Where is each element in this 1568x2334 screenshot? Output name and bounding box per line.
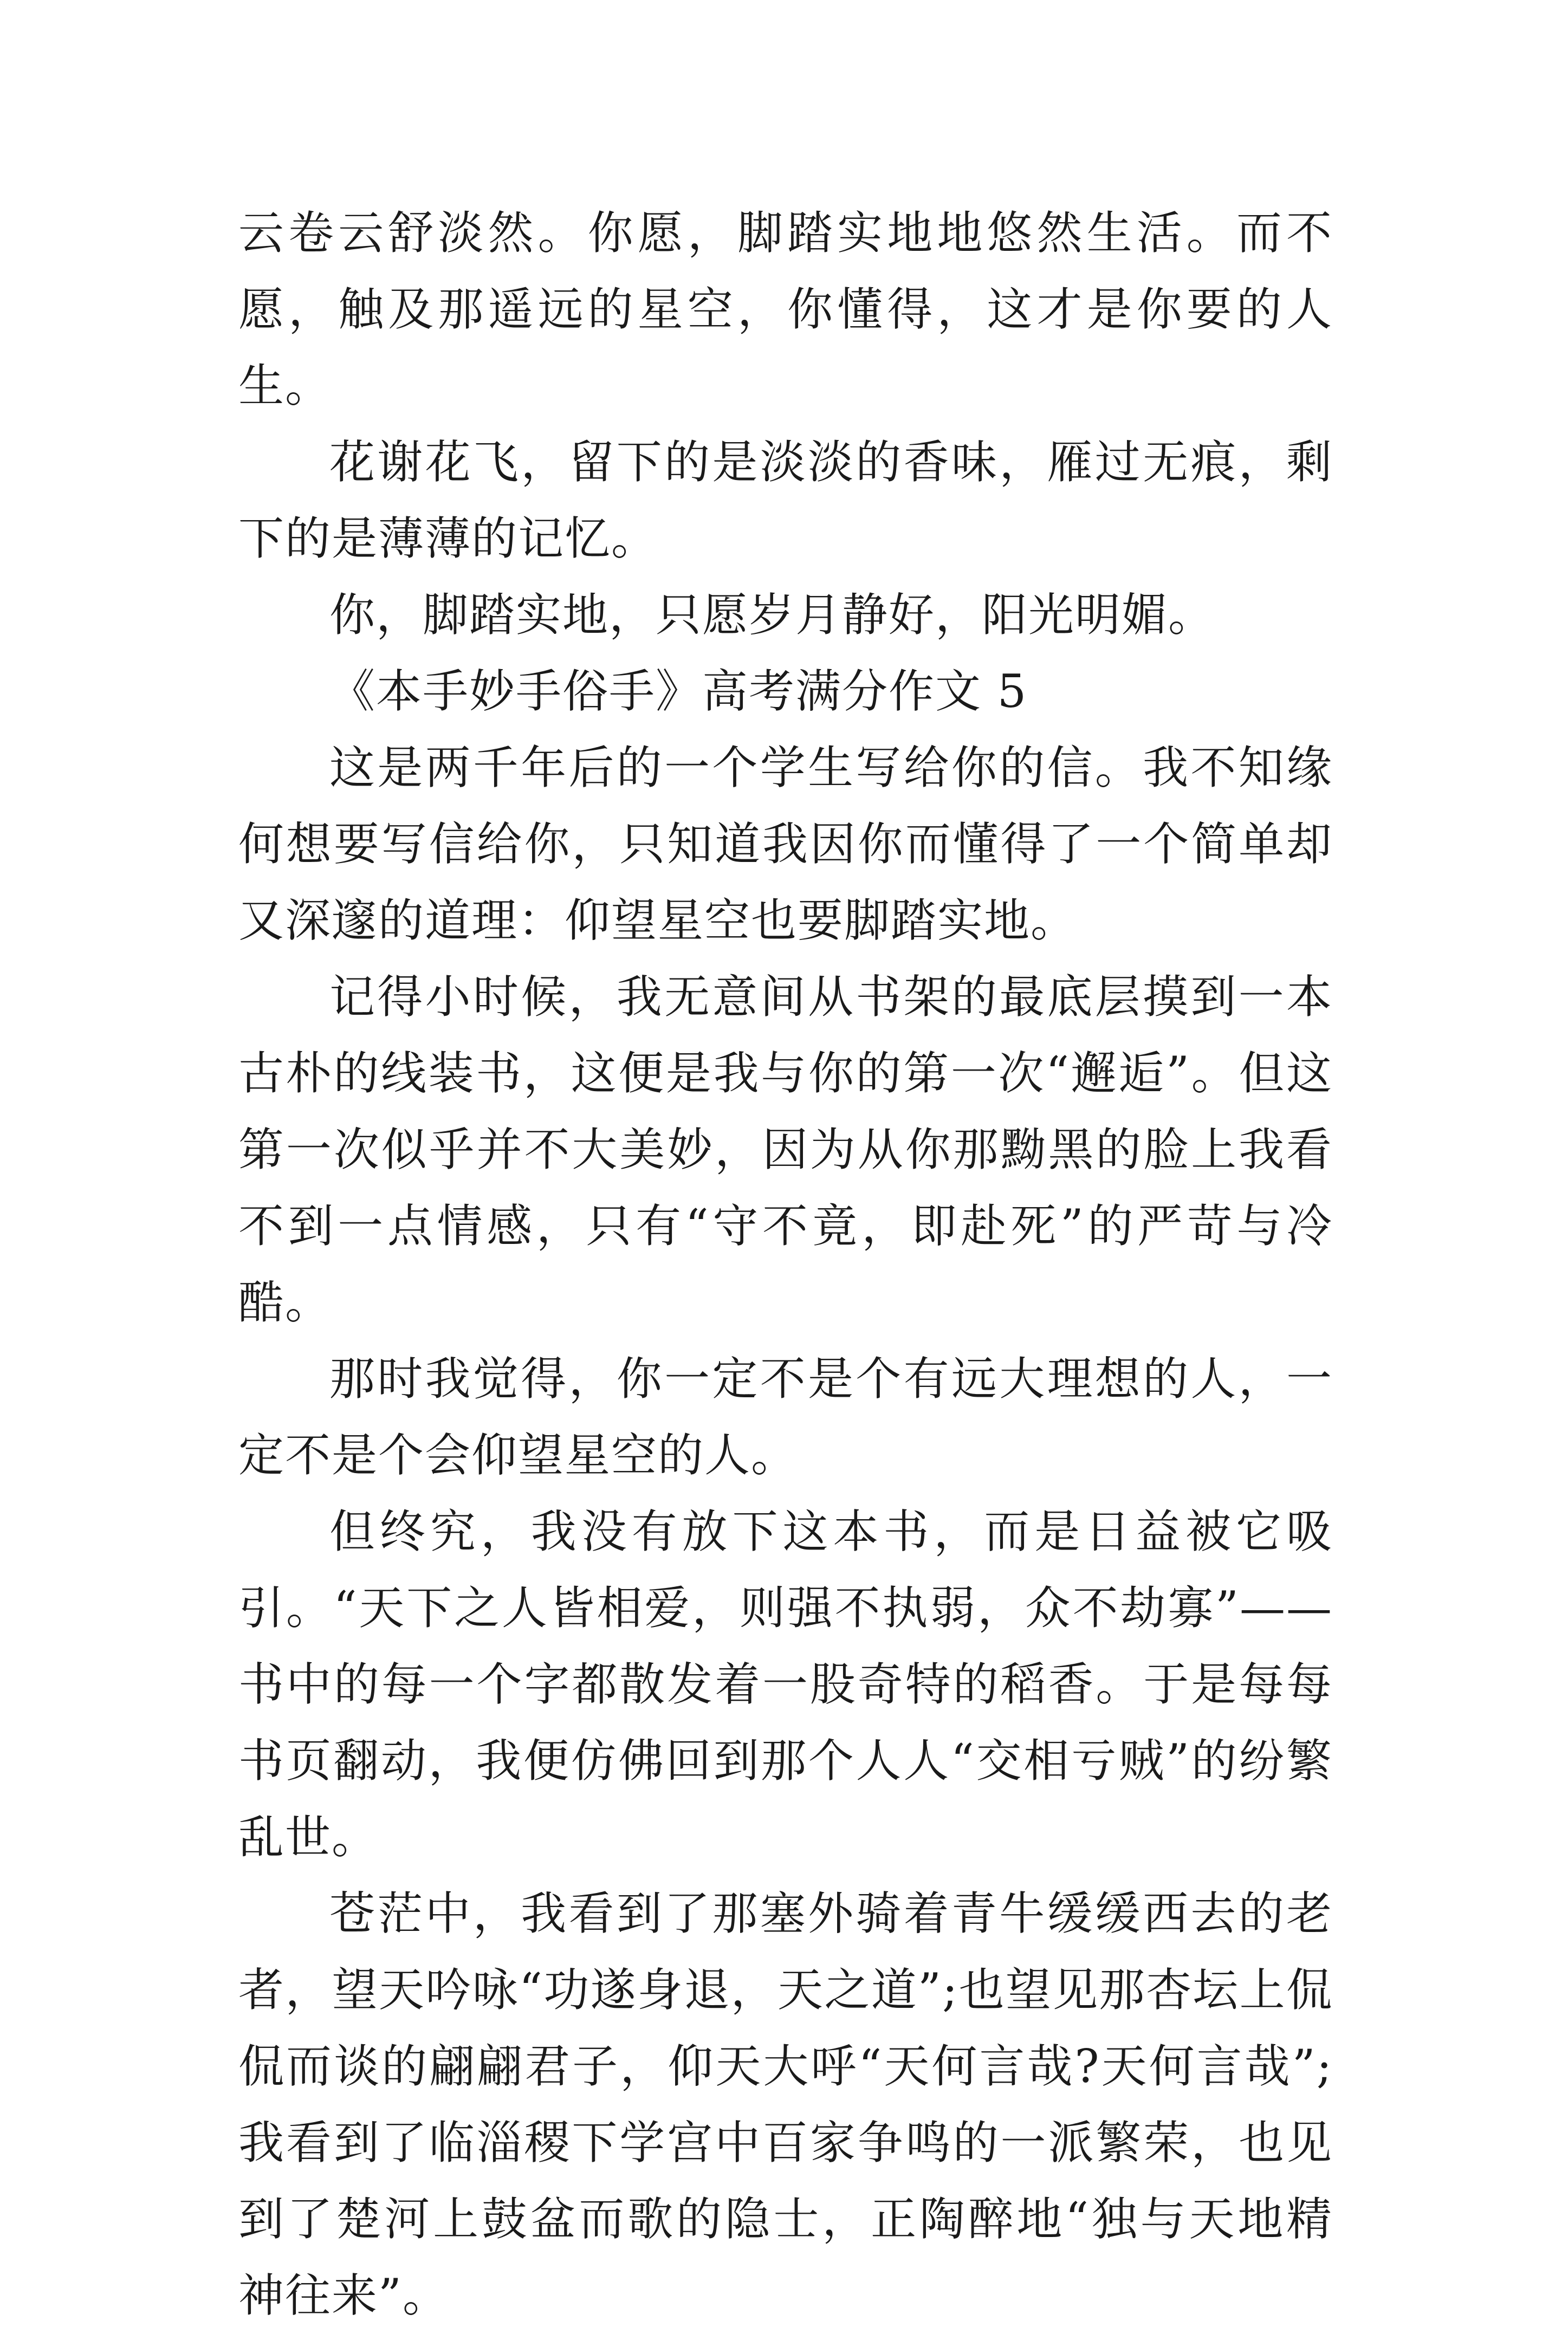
paragraph-9: 苍茫中，我看到了那塞外骑着青牛缓缓西去的老者，望天吟咏“功遂身退，天之道”;也望见那杏坛上侃侃而谈的翩翩君子，仰天大呼“天何言哉?天何言哉”;我看到了临淄稷下学宫中百家争鸣的一派繁荣，也见到了楚河上鼓盆而歌的隐士，正陶醉地“独与天地精神往来”。 (238, 1887, 1333, 2322)
paragraph-7: 那时我觉得，你一定不是个有远大理想的人，一定不是个会仰望星空的人。 (238, 1352, 1333, 1482)
paragraph-6: 记得小时候，我无意间从书架的最底层摸到一本古朴的线装书，这便是我与你的第一次“邂逅”。但这第一次似乎并不大美妙，因为从你那黝黑的脸上我看不到一点情感，只有“守不竟，即赴死”的严苛与冷酷。 (238, 970, 1333, 1329)
paragraph-8: 但终究，我没有放下这本书，而是日益被它吸引。“天下之人皆相爱，则强不执弱，众不劫寡”——书中的每一个字都散发着一股奇特的稻香。于是每每书页翻动，我便仿佛回到那个人人“交相亏贼”的纷繁乱世。 (238, 1505, 1333, 1864)
paragraph-2: 花谢花飞，留下的是淡淡的香味，雁过无痕，剩下的是薄薄的记忆。 (238, 436, 1333, 565)
paragraph-1: 云卷云舒淡然。你愿，脚踏实地地悠然生活。而不愿，触及那遥远的星空，你懂得，这才是你要的人生。 (238, 206, 1333, 412)
paragraph-3: 你，脚踏实地，只愿岁月静好，阳光明媚。 (329, 588, 1215, 641)
essay-title: 《本手妙手俗手》高考满分作文 5 (329, 665, 1028, 718)
paragraph-5: 这是两千年后的一个学生写给你的信。我不知缘何想要写信给你，只知道我因你而懂得了一个简单却又深邃的道理：仰望星空也要脚踏实地。 (238, 741, 1333, 947)
document-body (238, 195, 1333, 2334)
